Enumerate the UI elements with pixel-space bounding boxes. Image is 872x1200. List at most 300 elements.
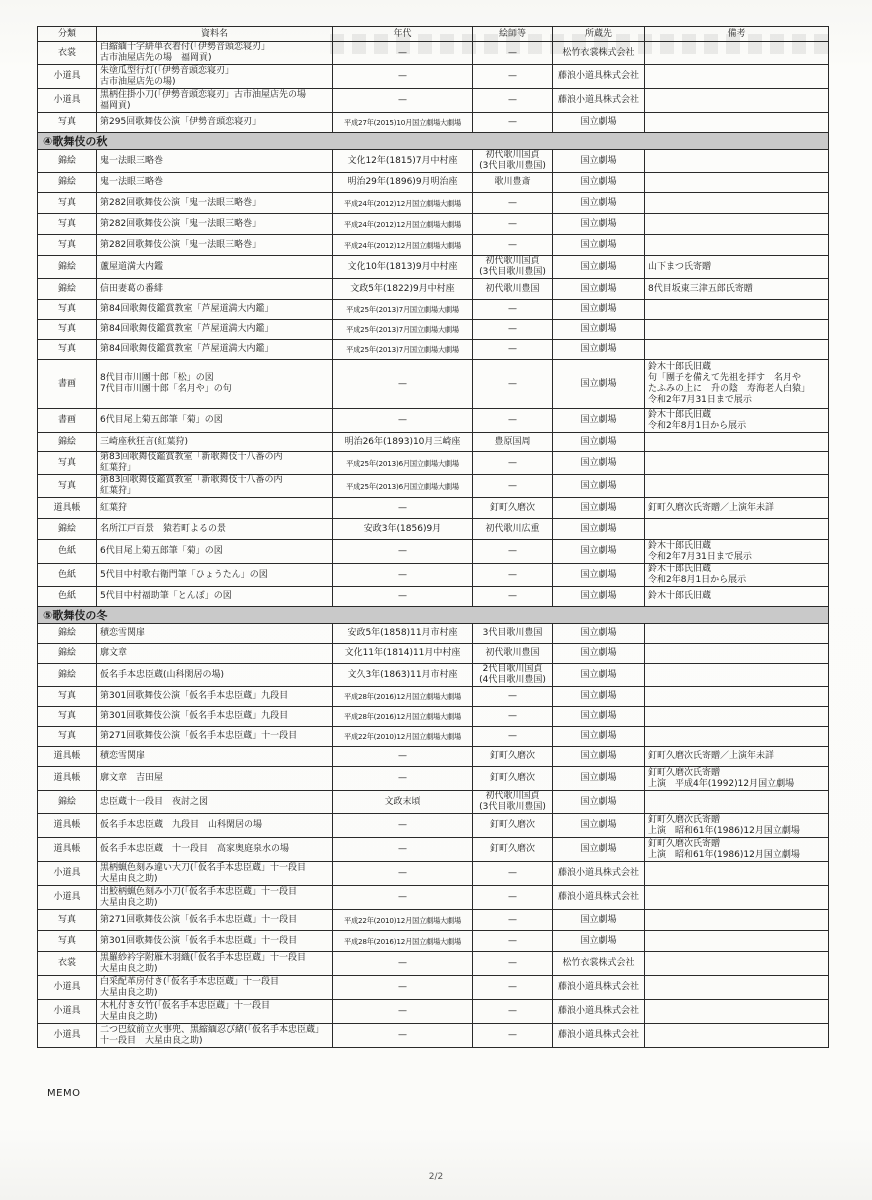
header-category: 分類 <box>38 27 97 42</box>
artist-cell: — <box>473 300 553 320</box>
owner-cell: 松竹衣裳株式会社 <box>553 42 645 65</box>
note-cell <box>645 65 829 89</box>
name-cell: 積恋雪関扉 <box>97 624 333 644</box>
era-cell: — <box>333 409 473 433</box>
name-cell: 第295回歌舞伎公演「伊勢音頭恋寝刃」 <box>97 113 333 133</box>
exhibit-list-table <box>37 26 829 1048</box>
note-cell <box>645 519 829 540</box>
name-cell: 第301回歌舞伎公演「仮名手本忠臣蔵」九段目 <box>97 687 333 707</box>
owner-cell: 国立劇場 <box>553 644 645 664</box>
owner-cell: 国立劇場 <box>553 409 645 433</box>
note-cell <box>645 113 829 133</box>
artist-cell: — <box>473 89 553 113</box>
artist-cell: — <box>473 1024 553 1048</box>
artist-cell: 釘町久磨次 <box>473 838 553 862</box>
era-cell: 文政末頃 <box>333 791 473 814</box>
name-cell: 第271回歌舞伎公演「仮名手本忠臣蔵」十一段目 <box>97 910 333 931</box>
note-cell: 釘町久磨次氏寄贈／上演年未詳 <box>645 498 829 519</box>
owner-cell: 藤浪小道具株式会社 <box>553 886 645 910</box>
category-cell: 錦絵 <box>38 279 97 300</box>
owner-cell: 国立劇場 <box>553 519 645 540</box>
table-row <box>38 931 829 952</box>
era-cell: 明治26年(1893)10月三崎座 <box>333 433 473 452</box>
artist-cell: — <box>473 65 553 89</box>
era-cell: 平成25年(2013)7月国立劇場大劇場 <box>333 300 473 320</box>
era-cell: 平成25年(2013)7月国立劇場大劇場 <box>333 340 473 360</box>
name-cell: 第84回歌舞伎鑑賞教室「芦屋道満大内鑑」 <box>97 340 333 360</box>
artist-cell: — <box>473 113 553 133</box>
table-row <box>38 279 829 300</box>
name-cell: 8代目市川團十郎「松」の図 7代目市川團十郎「名月や」の句 <box>97 360 333 409</box>
note-cell: 釘町久磨次氏寄贈 上演 昭和61年(1986)12月国立劇場 <box>645 814 829 838</box>
category-cell: 錦絵 <box>38 624 97 644</box>
table-row <box>38 587 829 607</box>
era-cell: 明治29年(1896)9月明治座 <box>333 173 473 193</box>
era-cell: — <box>333 540 473 564</box>
owner-cell: 藤浪小道具株式会社 <box>553 65 645 89</box>
name-cell: 6代目尾上菊五郎筆「菊」の図 <box>97 540 333 564</box>
era-cell: — <box>333 498 473 519</box>
artist-cell: 初代歌川国貞 (3代目歌川豊国) <box>473 150 553 173</box>
category-cell: 錦絵 <box>38 519 97 540</box>
artist-cell: 釘町久磨次 <box>473 747 553 767</box>
owner-cell: 藤浪小道具株式会社 <box>553 862 645 886</box>
note-cell <box>645 340 829 360</box>
era-cell: — <box>333 952 473 976</box>
era-cell: 平成28年(2016)12月国立劇場大劇場 <box>333 687 473 707</box>
artist-cell: — <box>473 727 553 747</box>
note-cell <box>645 931 829 952</box>
name-cell: 第301回歌舞伎公演「仮名手本忠臣蔵」十一段目 <box>97 931 333 952</box>
name-cell: 第282回歌舞伎公演「鬼一法眼三略巻」 <box>97 235 333 256</box>
name-cell: 鬼一法眼三略巻 <box>97 150 333 173</box>
table-row <box>38 475 829 498</box>
artist-cell: 2代目歌川国貞 (4代目歌川豊国) <box>473 664 553 687</box>
table-row <box>38 193 829 214</box>
table-row <box>38 624 829 644</box>
era-cell: 平成22年(2010)12月国立劇場大劇場 <box>333 727 473 747</box>
section-title: ④歌舞伎の秋 <box>38 133 829 150</box>
artist-cell: — <box>473 409 553 433</box>
owner-cell: 国立劇場 <box>553 687 645 707</box>
note-cell <box>645 452 829 475</box>
category-cell: 写真 <box>38 193 97 214</box>
artist-cell: 初代歌川豊国 <box>473 279 553 300</box>
owner-cell: 藤浪小道具株式会社 <box>553 1024 645 1048</box>
category-cell: 写真 <box>38 320 97 340</box>
table-row <box>38 173 829 193</box>
note-cell <box>645 952 829 976</box>
category-cell: 写真 <box>38 340 97 360</box>
owner-cell: 国立劇場 <box>553 193 645 214</box>
category-cell: 小道具 <box>38 862 97 886</box>
category-cell: 写真 <box>38 687 97 707</box>
era-cell: — <box>333 767 473 791</box>
category-cell: 写真 <box>38 452 97 475</box>
artist-cell: 歌川豊斎 <box>473 173 553 193</box>
era-cell: 平成25年(2013)7月国立劇場大劇場 <box>333 320 473 340</box>
artist-cell: — <box>473 687 553 707</box>
owner-cell: 松竹衣裳株式会社 <box>553 952 645 976</box>
name-cell: 廓文章 <box>97 644 333 664</box>
table-row <box>38 791 829 814</box>
note-cell <box>645 687 829 707</box>
table-row <box>38 727 829 747</box>
era-cell: — <box>333 814 473 838</box>
table-row <box>38 1000 829 1024</box>
note-cell: 山下まつ氏寄贈 <box>645 256 829 279</box>
category-cell: 錦絵 <box>38 664 97 687</box>
category-cell: 錦絵 <box>38 150 97 173</box>
note-cell <box>645 475 829 498</box>
note-cell <box>645 320 829 340</box>
artist-cell: 釘町久磨次 <box>473 814 553 838</box>
era-cell: 文化10年(1813)9月中村座 <box>333 256 473 279</box>
era-cell: — <box>333 862 473 886</box>
era-cell: 平成28年(2016)12月国立劇場大劇場 <box>333 931 473 952</box>
note-cell <box>645 624 829 644</box>
owner-cell: 国立劇場 <box>553 564 645 587</box>
owner-cell: 国立劇場 <box>553 300 645 320</box>
owner-cell: 国立劇場 <box>553 320 645 340</box>
category-cell: 写真 <box>38 300 97 320</box>
note-cell <box>645 886 829 910</box>
category-cell: 小道具 <box>38 886 97 910</box>
name-cell: 仮名手本忠臣蔵 十一段目 高家奥庭泉水の場 <box>97 838 333 862</box>
name-cell: 白縮緬十字絣単衣着付(「伊勢音頭恋寝刃」 古市油屋店先の場 福岡貢) <box>97 42 333 65</box>
section-header-row <box>38 133 829 150</box>
note-cell <box>645 173 829 193</box>
name-cell: 白采配革房付き(「仮名手本忠臣蔵」十一段目 大星由良之助) <box>97 976 333 1000</box>
era-cell: 平成24年(2012)12月国立劇場大劇場 <box>333 193 473 214</box>
owner-cell: 国立劇場 <box>553 931 645 952</box>
owner-cell: 国立劇場 <box>553 767 645 791</box>
owner-cell: 国立劇場 <box>553 498 645 519</box>
category-cell: 写真 <box>38 910 97 931</box>
category-cell: 書画 <box>38 409 97 433</box>
table-row <box>38 65 829 89</box>
note-cell <box>645 300 829 320</box>
name-cell: 木札付き女竹(「仮名手本忠臣蔵」十一段目 大星由良之助) <box>97 1000 333 1024</box>
table-row <box>38 113 829 133</box>
era-cell: 安政3年(1856)9月 <box>333 519 473 540</box>
note-cell <box>645 791 829 814</box>
category-cell: 写真 <box>38 113 97 133</box>
note-cell <box>645 664 829 687</box>
note-cell <box>645 1000 829 1024</box>
note-cell <box>645 862 829 886</box>
category-cell: 錦絵 <box>38 173 97 193</box>
category-cell: 写真 <box>38 475 97 498</box>
note-cell: 釘町久磨次氏寄贈／上演年未詳 <box>645 747 829 767</box>
owner-cell: 国立劇場 <box>553 173 645 193</box>
section-header-row <box>38 607 829 624</box>
table-row <box>38 150 829 173</box>
name-cell: 第282回歌舞伎公演「鬼一法眼三略巻」 <box>97 214 333 235</box>
owner-cell: 国立劇場 <box>553 664 645 687</box>
table-row <box>38 952 829 976</box>
owner-cell: 国立劇場 <box>553 540 645 564</box>
name-cell: 第84回歌舞伎鑑賞教室「芦屋道満大内鑑」 <box>97 320 333 340</box>
owner-cell: 国立劇場 <box>553 214 645 235</box>
owner-cell: 藤浪小道具株式会社 <box>553 89 645 113</box>
category-cell: 写真 <box>38 214 97 235</box>
table-row <box>38 320 829 340</box>
note-cell <box>645 89 829 113</box>
header-artist: 絵師等 <box>473 27 553 42</box>
table-row <box>38 564 829 587</box>
note-cell: 鈴木十郎氏旧蔵 令和2年8月1日から展示 <box>645 409 829 433</box>
era-cell: — <box>333 976 473 1000</box>
table-row <box>38 256 829 279</box>
name-cell: 黒柄住掛小刀(「伊勢音頭恋寝刃」古市油屋店先の場 福岡貢) <box>97 89 333 113</box>
table-row <box>38 409 829 433</box>
table-body <box>38 42 829 1048</box>
note-cell: 鈴木十郎氏旧蔵 <box>645 587 829 607</box>
note-cell <box>645 707 829 727</box>
era-cell: — <box>333 838 473 862</box>
category-cell: 書画 <box>38 360 97 409</box>
name-cell: 積恋雪関扉 <box>97 747 333 767</box>
era-cell: — <box>333 1000 473 1024</box>
artist-cell: — <box>473 475 553 498</box>
category-cell: 道具帳 <box>38 767 97 791</box>
category-cell: 錦絵 <box>38 791 97 814</box>
note-cell: 8代目坂東三津五郎氏寄贈 <box>645 279 829 300</box>
owner-cell: 国立劇場 <box>553 113 645 133</box>
owner-cell: 国立劇場 <box>553 747 645 767</box>
era-cell: — <box>333 65 473 89</box>
table-row <box>38 838 829 862</box>
page-number: 2/2 <box>428 1172 444 1182</box>
name-cell: 廓文章 吉田屋 <box>97 767 333 791</box>
table-row <box>38 540 829 564</box>
table-row <box>38 976 829 1000</box>
note-cell <box>645 193 829 214</box>
owner-cell: 国立劇場 <box>553 910 645 931</box>
category-cell: 道具帳 <box>38 814 97 838</box>
era-cell: 安政5年(1858)11月市村座 <box>333 624 473 644</box>
name-cell: 黒柄蝋色刻み違い大刀(「仮名手本忠臣蔵」十一段目 大星由良之助) <box>97 862 333 886</box>
category-cell: 色紙 <box>38 564 97 587</box>
name-cell: 三崎座秋狂言(紅葉狩) <box>97 433 333 452</box>
name-cell: 名所江戸百景 猿若町よるの景 <box>97 519 333 540</box>
name-cell: 第83回歌舞伎鑑賞教室「新歌舞伎十八番の内 紅葉狩」 <box>97 452 333 475</box>
table-row <box>38 340 829 360</box>
owner-cell: 国立劇場 <box>553 279 645 300</box>
category-cell: 小道具 <box>38 89 97 113</box>
owner-cell: 国立劇場 <box>553 452 645 475</box>
artist-cell: — <box>473 540 553 564</box>
category-cell: 小道具 <box>38 1000 97 1024</box>
owner-cell: 国立劇場 <box>553 838 645 862</box>
artist-cell: — <box>473 320 553 340</box>
artist-cell: 初代歌川国貞 (3代目歌川豊国) <box>473 791 553 814</box>
table-row <box>38 886 829 910</box>
era-cell: — <box>333 1024 473 1048</box>
artist-cell: — <box>473 340 553 360</box>
name-cell: 5代目中村福助筆「とんぼ」の図 <box>97 587 333 607</box>
note-cell <box>645 1024 829 1048</box>
table-row <box>38 687 829 707</box>
table-row <box>38 433 829 452</box>
owner-cell: 国立劇場 <box>553 727 645 747</box>
category-cell: 道具帳 <box>38 838 97 862</box>
name-cell: 第282回歌舞伎公演「鬼一法眼三略巻」 <box>97 193 333 214</box>
category-cell: 衣裳 <box>38 952 97 976</box>
name-cell: 蘆屋道満大内鑑 <box>97 256 333 279</box>
name-cell: 第84回歌舞伎鑑賞教室「芦屋道満大内鑑」 <box>97 300 333 320</box>
table-row <box>38 235 829 256</box>
category-cell: 色紙 <box>38 587 97 607</box>
category-cell: 写真 <box>38 931 97 952</box>
name-cell: 朱塗瓜型行灯(「伊勢音頭恋寝刃」 古市油屋店先の場) <box>97 65 333 89</box>
table-row <box>38 814 829 838</box>
era-cell: — <box>333 89 473 113</box>
era-cell: 文化12年(1815)7月中村座 <box>333 150 473 173</box>
note-cell <box>645 150 829 173</box>
category-cell: 錦絵 <box>38 433 97 452</box>
artist-cell: 釘町久磨次 <box>473 498 553 519</box>
table-row <box>38 42 829 65</box>
artist-cell: 初代歌川広重 <box>473 519 553 540</box>
name-cell: 二つ巴紋前立火事兜、黒縮緬忍び緒(「仮名手本忠臣蔵」 十一段目 大星由良之助) <box>97 1024 333 1048</box>
note-cell: 鈴木十郎氏旧蔵 令和2年7月31日まで展示 <box>645 540 829 564</box>
owner-cell: 国立劇場 <box>553 624 645 644</box>
header-row <box>38 27 829 42</box>
artist-cell: — <box>473 976 553 1000</box>
note-cell <box>645 42 829 65</box>
note-cell <box>645 910 829 931</box>
table-row <box>38 644 829 664</box>
table-row <box>38 910 829 931</box>
header-notes: 備考 <box>645 27 829 42</box>
note-cell: 釘町久磨次氏寄贈 上演 平成4年(1992)12月国立劇場 <box>645 767 829 791</box>
name-cell: 6代目尾上菊五郎筆「菊」の図 <box>97 409 333 433</box>
category-cell: 小道具 <box>38 1024 97 1048</box>
name-cell: 鬼一法眼三略巻 <box>97 173 333 193</box>
name-cell: 仮名手本忠臣蔵 九段目 山科閑居の場 <box>97 814 333 838</box>
artist-cell: — <box>473 193 553 214</box>
name-cell: 信田妻葛の番緋 <box>97 279 333 300</box>
section-title: ⑤歌舞伎の冬 <box>38 607 829 624</box>
artist-cell: — <box>473 235 553 256</box>
artist-cell: — <box>473 360 553 409</box>
owner-cell: 国立劇場 <box>553 587 645 607</box>
note-cell <box>645 727 829 747</box>
table-row <box>38 862 829 886</box>
era-cell: 平成22年(2010)12月国立劇場大劇場 <box>333 910 473 931</box>
owner-cell: 国立劇場 <box>553 235 645 256</box>
era-cell: — <box>333 747 473 767</box>
era-cell: 平成24年(2012)12月国立劇場大劇場 <box>333 235 473 256</box>
category-cell: 道具帳 <box>38 498 97 519</box>
table-row <box>38 707 829 727</box>
note-cell: 釘町久磨次氏寄贈 上演 昭和61年(1986)12月国立劇場 <box>645 838 829 862</box>
artist-cell: 釘町久磨次 <box>473 767 553 791</box>
artist-cell: — <box>473 587 553 607</box>
artist-cell: — <box>473 707 553 727</box>
category-cell: 衣裳 <box>38 42 97 65</box>
artist-cell: 豊原国周 <box>473 433 553 452</box>
artist-cell: — <box>473 862 553 886</box>
category-cell: 錦絵 <box>38 644 97 664</box>
note-cell <box>645 976 829 1000</box>
table-row <box>38 767 829 791</box>
owner-cell: 国立劇場 <box>553 707 645 727</box>
era-cell: 文化11年(1814)11月中村座 <box>333 644 473 664</box>
artist-cell: — <box>473 452 553 475</box>
artist-cell: — <box>473 886 553 910</box>
era-cell: — <box>333 587 473 607</box>
note-cell <box>645 235 829 256</box>
category-cell: 小道具 <box>38 65 97 89</box>
header-name: 資料名 <box>97 27 333 42</box>
artist-cell: 初代歌川国貞 (3代目歌川豊国) <box>473 256 553 279</box>
note-cell <box>645 433 829 452</box>
table-row <box>38 452 829 475</box>
note-cell <box>645 214 829 235</box>
owner-cell: 国立劇場 <box>553 150 645 173</box>
era-cell: — <box>333 360 473 409</box>
name-cell: 黒羅紗衿字附雁木羽織(「仮名手本忠臣蔵」十一段目 大星由良之助) <box>97 952 333 976</box>
artist-cell: 3代目歌川豊国 <box>473 624 553 644</box>
owner-cell: 国立劇場 <box>553 814 645 838</box>
artist-cell: — <box>473 910 553 931</box>
era-cell: — <box>333 886 473 910</box>
name-cell: 紅葉狩 <box>97 498 333 519</box>
owner-cell: 国立劇場 <box>553 791 645 814</box>
owner-cell: 国立劇場 <box>553 475 645 498</box>
owner-cell: 国立劇場 <box>553 433 645 452</box>
era-cell: 文久3年(1863)11月市村座 <box>333 664 473 687</box>
era-cell: 文政5年(1822)9月中村座 <box>333 279 473 300</box>
note-cell <box>645 644 829 664</box>
artist-cell: — <box>473 42 553 65</box>
era-cell: 平成25年(2013)6月国立劇場大劇場 <box>333 475 473 498</box>
name-cell: 5代目中村歌右衛門筆「ひょうたん」の図 <box>97 564 333 587</box>
note-cell: 鈴木十郎氏旧蔵 句「團子を備えて先祖を拝す 名月や たふみの上に 升の陰 寿海老人白猿」 令和2年7月31日まで展示 <box>645 360 829 409</box>
name-cell: 第271回歌舞伎公演「仮名手本忠臣蔵」十一段目 <box>97 727 333 747</box>
owner-cell: 国立劇場 <box>553 340 645 360</box>
table-row <box>38 664 829 687</box>
artist-cell: — <box>473 1000 553 1024</box>
era-cell: 平成27年(2015)10月国立劇場大劇場 <box>333 113 473 133</box>
note-cell: 鈴木十郎氏旧蔵 令和2年8月1日から展示 <box>645 564 829 587</box>
category-cell: 写真 <box>38 707 97 727</box>
artist-cell: — <box>473 931 553 952</box>
artist-cell: 初代歌川豊国 <box>473 644 553 664</box>
table-row <box>38 360 829 409</box>
artist-cell: — <box>473 564 553 587</box>
era-cell: 平成24年(2012)12月国立劇場大劇場 <box>333 214 473 235</box>
table-row <box>38 89 829 113</box>
category-cell: 写真 <box>38 727 97 747</box>
category-cell: 写真 <box>38 235 97 256</box>
artist-cell: — <box>473 214 553 235</box>
table-row <box>38 214 829 235</box>
table-row <box>38 747 829 767</box>
name-cell: 第83回歌舞伎鑑賞教室「新歌舞伎十八番の内 紅葉狩」 <box>97 475 333 498</box>
name-cell: 第301回歌舞伎公演「仮名手本忠臣蔵」九段目 <box>97 707 333 727</box>
header-owner: 所蔵先 <box>553 27 645 42</box>
name-cell: 仮名手本忠臣蔵(山科閑居の場) <box>97 664 333 687</box>
era-cell: — <box>333 42 473 65</box>
era-cell: 平成25年(2013)6月国立劇場大劇場 <box>333 452 473 475</box>
table-row <box>38 1024 829 1048</box>
category-cell: 道具帳 <box>38 747 97 767</box>
table-row <box>38 498 829 519</box>
